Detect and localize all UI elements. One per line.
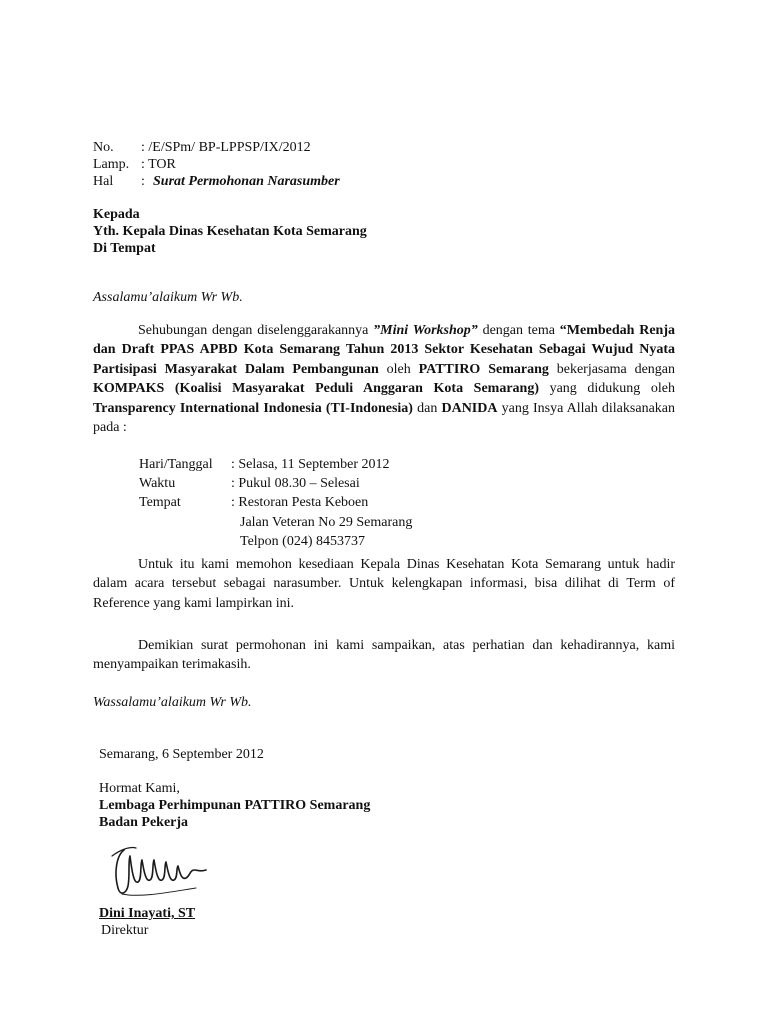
signatory-name: Dini Inayati, ST [99, 906, 196, 921]
sender-unit: Badan Pekerja [99, 815, 189, 830]
place-date: Semarang, 6 September 2012 [99, 747, 264, 762]
body-paragraph-3: Demikian surat permohonan ini kami sampaikan, atas perhatian dan kehadirannya, kami menyampaikan terimakasih. [93, 638, 675, 673]
detail-phone: Telpon (024) 8453737 [240, 534, 366, 549]
letter-number-line [93, 139, 311, 156]
detail-address: Jalan Veteran No 29 Semarang [240, 515, 413, 530]
detail-date: Hari/Tanggal : Selasa, 11 September 2012 [139, 457, 390, 472]
signature-image [100, 836, 220, 906]
detail-time: Waktu : Pukul 08.30 – Selesai [139, 476, 360, 491]
greeting: Assalamu’alaikum Wr Wb. [93, 290, 243, 305]
letter-number-value: : /E/SPm/ BP-LPPSP/IX/2012 [141, 140, 311, 155]
recipient-place: Di Tempat [93, 241, 156, 256]
recipient-name: Yth. Kepala Dinas Kesehatan Kota Semarang [93, 224, 367, 239]
signatory-title: Direktur [101, 923, 149, 938]
closing-greeting: Wassalamu’alaikum Wr Wb. [93, 695, 252, 710]
body-paragraph-1: Sehubungan dengan diselenggarakannya ”Mini Workshop” dengan tema “Membedah Renja dan Draft PPAS APBD Kota Semarang Tahun 2013 Sektor Kesehatan Sebagai Wujud Nyata Partisipasi Masyarakat Dalam Pembangunan oleh PATTIRO Semarang bekerjasama dengan KOMPAKS (Koalisi Masyarakat Peduli Anggaran Kota Semarang) yang didukung oleh Transparency International Indonesia (TI-Indonesia) dan DANIDA yang Insya Allah dilaksanakan pada : [93, 323, 675, 436]
subject-value: Surat Permohonan Narasumber [153, 174, 340, 189]
attachment-value: : TOR [141, 157, 176, 172]
recipient-to: Kepada [93, 207, 140, 222]
attachment-label: Lamp. [93, 157, 130, 172]
letter-number-label: No. [93, 140, 114, 155]
subject-label: Hal [93, 174, 114, 189]
sender-organization: Lembaga Perhimpunan PATTIRO Semarang [99, 798, 371, 813]
subject-colon: : [141, 174, 145, 189]
body-paragraph-2: Untuk itu kami memohon kesediaan Kepala Dinas Kesehatan Kota Semarang untuk hadir dalam acara tersebut sebagai narasumber. Untuk kelengkapan informasi, bisa dilihat di Term of Reference yang kami lampirkan ini. [93, 557, 675, 611]
detail-place: Tempat : Restoran Pesta Keboen [139, 495, 369, 510]
subject-line [93, 173, 340, 190]
attachment-line [93, 156, 176, 173]
regards: Hormat Kami, [99, 781, 180, 796]
